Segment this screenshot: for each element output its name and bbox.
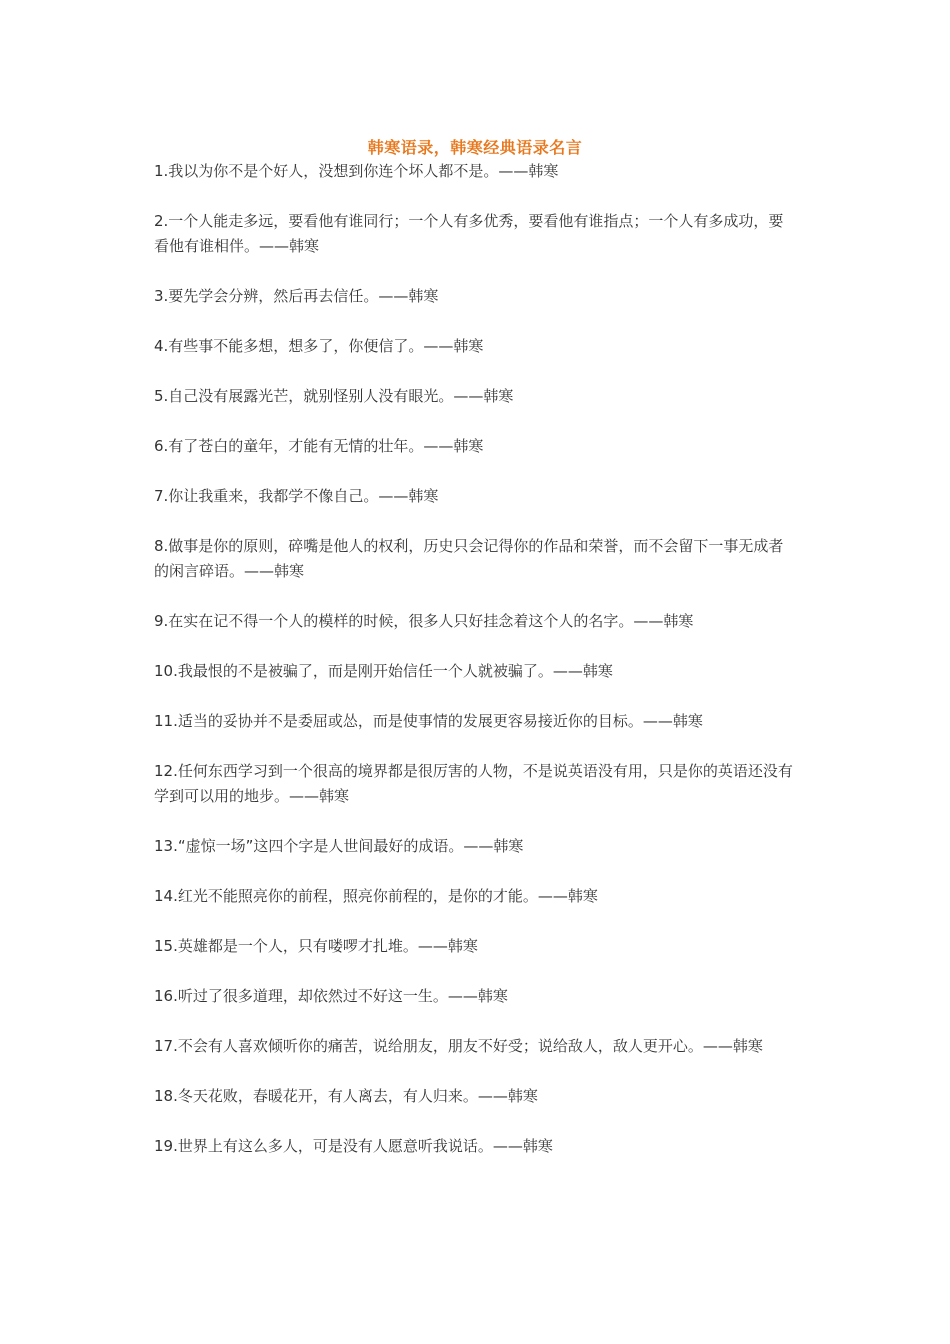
quote-item: 12.任何东西学习到一个很高的境界都是很厉害的人物，不是说英语没有用，只是你的英语还没有学到可以用的地步。——韩寒: [154, 762, 793, 805]
quote-item: 19.世界上有这么多人，可是没有人愿意听我说话。——韩寒: [154, 1137, 553, 1155]
quote-item: 5.自己没有展露光芒，就别怪别人没有眼光。——韩寒: [154, 387, 514, 405]
quote-item: 3.要先学会分辨，然后再去信任。——韩寒: [154, 287, 439, 305]
quote-item: 8.做事是你的原则，碎嘴是他人的权利，历史只会记得你的作品和荣誉，而不会留下一事无成者的闲言碎语。——韩寒: [154, 537, 784, 580]
quote-item: 4.有些事不能多想，想多了，你便信了。——韩寒: [154, 337, 484, 355]
quote-item: 13.“虚惊一场”这四个字是人世间最好的成语。——韩寒: [154, 837, 524, 855]
quote-item: 14.红光不能照亮你的前程，照亮你前程的，是你的才能。——韩寒: [154, 887, 598, 905]
quote-item: 9.在实在记不得一个人的模样的时候，很多人只好挂念着这个人的名字。——韩寒: [154, 612, 694, 630]
quote-item: 18.冬天花败，春暖花开，有人离去，有人归来。——韩寒: [154, 1087, 538, 1105]
quote-item: 16.听过了很多道理，却依然过不好这一生。——韩寒: [154, 987, 508, 1005]
document-title: 韩寒语录，韩寒经典语录名言: [367, 138, 583, 157]
quote-item: 2.一个人能走多远，要看他有谁同行；一个人有多优秀，要看他有谁指点；一个人有多成功，要看他有谁相伴。——韩寒: [154, 212, 784, 255]
quote-item: 6.有了苍白的童年，才能有无情的壮年。——韩寒: [154, 437, 484, 455]
quote-item: 11.适当的妥协并不是委屈或怂，而是使事情的发展更容易接近你的目标。——韩寒: [154, 712, 703, 730]
quote-list: [154, 159, 794, 1184]
quote-item: 17.不会有人喜欢倾听你的痛苦，说给朋友，朋友不好受；说给敌人，敌人更开心。——韩寒: [154, 1037, 763, 1055]
quote-item: 10.我最恨的不是被骗了，而是刚开始信任一个人就被骗了。——韩寒: [154, 662, 613, 680]
quote-item: 15.英雄都是一个人，只有喽啰才扎堆。——韩寒: [154, 937, 478, 955]
quote-item: 7.你让我重来，我都学不像自己。——韩寒: [154, 487, 439, 505]
quote-item: 1.我以为你不是个好人，没想到你连个坏人都不是。——韩寒: [154, 162, 559, 180]
